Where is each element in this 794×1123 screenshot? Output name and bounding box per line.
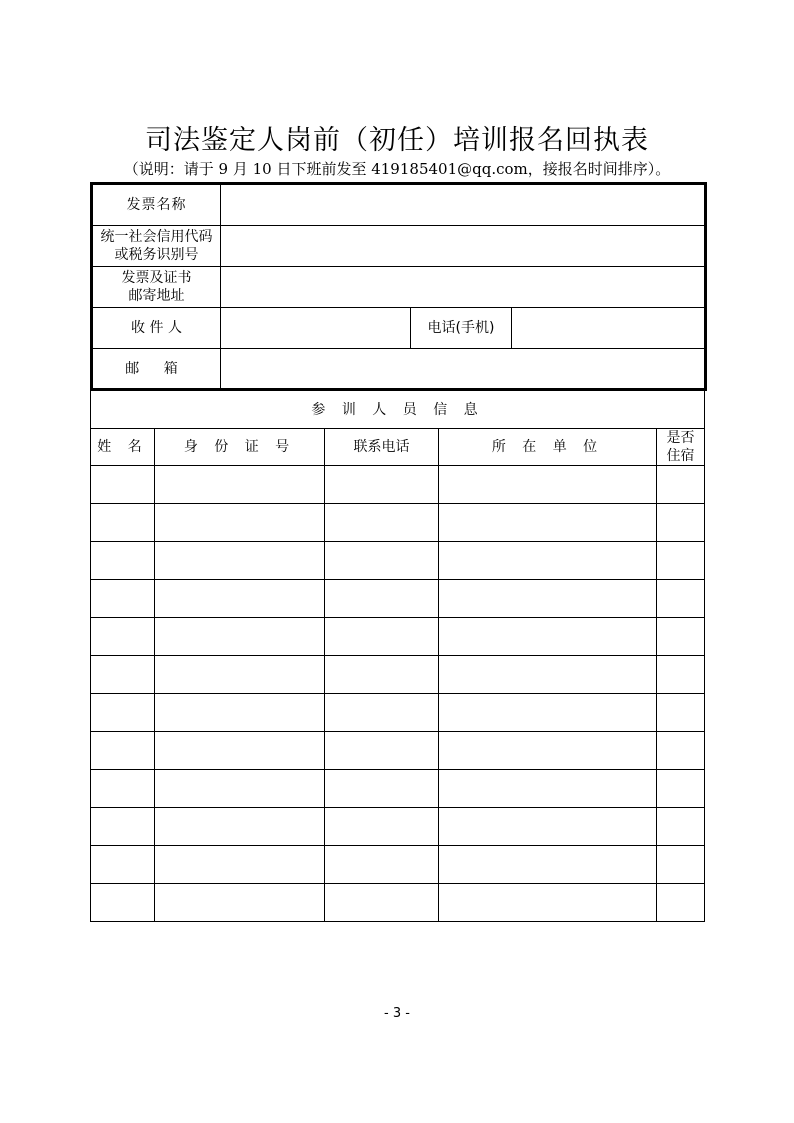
postcode-row (92, 349, 706, 390)
table-row (91, 808, 705, 846)
trainee-rows (91, 466, 705, 922)
col-header-phone: 联系电话 (325, 429, 439, 466)
table-row (91, 694, 705, 732)
cell-accommodation[interactable] (657, 808, 705, 846)
col-header-id-number: 身 份 证 号 (155, 429, 325, 466)
table-row (91, 846, 705, 884)
cell-id-number[interactable] (155, 694, 325, 732)
table-row (91, 732, 705, 770)
cell-phone[interactable] (325, 694, 439, 732)
cell-accommodation[interactable] (657, 694, 705, 732)
cell-accommodation[interactable] (657, 618, 705, 656)
invoice-name-label: 发票名称 (92, 184, 221, 226)
credit-code-label: 统一社会信用代码或税务识别号 (92, 226, 221, 267)
cell-employer[interactable] (439, 808, 657, 846)
cell-employer[interactable] (439, 732, 657, 770)
cell-name[interactable] (91, 542, 155, 580)
cell-phone[interactable] (325, 580, 439, 618)
cell-phone[interactable] (325, 618, 439, 656)
cell-name[interactable] (91, 504, 155, 542)
cell-phone[interactable] (325, 466, 439, 504)
cell-id-number[interactable] (155, 656, 325, 694)
credit-code-row (92, 226, 706, 267)
cell-accommodation[interactable] (657, 542, 705, 580)
cell-employer[interactable] (439, 656, 657, 694)
table-row (91, 770, 705, 808)
credit-code-field[interactable] (221, 226, 706, 267)
cell-accommodation[interactable] (657, 732, 705, 770)
cell-id-number[interactable] (155, 770, 325, 808)
cell-name[interactable] (91, 694, 155, 732)
trainee-section-row (91, 391, 705, 429)
table-row (91, 466, 705, 504)
postcode-label: 邮 箱 (92, 349, 221, 390)
cell-employer[interactable] (439, 694, 657, 732)
postcode-field[interactable] (221, 349, 706, 390)
trainee-section-title: 参 训 人 员 信 息 (91, 391, 705, 429)
mail-address-row (92, 267, 706, 308)
table-row (91, 656, 705, 694)
page-number: - 3 - (384, 1006, 410, 1021)
cell-name[interactable] (91, 884, 155, 922)
phone-label: 电话(手机) (411, 308, 512, 349)
trainee-header-row (91, 429, 705, 466)
cell-name[interactable] (91, 846, 155, 884)
cell-id-number[interactable] (155, 580, 325, 618)
cell-accommodation[interactable] (657, 580, 705, 618)
table-row (91, 580, 705, 618)
cell-employer[interactable] (439, 884, 657, 922)
table-row (91, 504, 705, 542)
cell-id-number[interactable] (155, 504, 325, 542)
cell-name[interactable] (91, 580, 155, 618)
recipient-row (92, 308, 706, 349)
cell-accommodation[interactable] (657, 884, 705, 922)
cell-phone[interactable] (325, 504, 439, 542)
invoice-name-field[interactable] (221, 184, 706, 226)
table-row (91, 618, 705, 656)
cell-accommodation[interactable] (657, 504, 705, 542)
col-header-accommodation: 是否住宿 (657, 429, 705, 466)
cell-id-number[interactable] (155, 846, 325, 884)
cell-phone[interactable] (325, 808, 439, 846)
cell-phone[interactable] (325, 770, 439, 808)
cell-accommodation[interactable] (657, 846, 705, 884)
cell-name[interactable] (91, 466, 155, 504)
cell-phone[interactable] (325, 846, 439, 884)
recipient-label: 收 件 人 (92, 308, 221, 349)
recipient-field[interactable] (221, 308, 411, 349)
cell-name[interactable] (91, 808, 155, 846)
cell-employer[interactable] (439, 504, 657, 542)
page-title: 司法鉴定人岗前（初任）培训报名回执表 (145, 125, 649, 156)
cell-phone[interactable] (325, 656, 439, 694)
cell-id-number[interactable] (155, 542, 325, 580)
cell-id-number[interactable] (155, 808, 325, 846)
instruction-note: （说明：请于 9 月 10 日下班前发至 419185401@qq.com，接报名时间排序）。 (123, 160, 671, 178)
cell-id-number[interactable] (155, 618, 325, 656)
cell-accommodation[interactable] (657, 770, 705, 808)
cell-id-number[interactable] (155, 732, 325, 770)
cell-employer[interactable] (439, 466, 657, 504)
cell-employer[interactable] (439, 770, 657, 808)
cell-employer[interactable] (439, 618, 657, 656)
phone-field[interactable] (512, 308, 706, 349)
col-header-employer: 所 在 单 位 (439, 429, 657, 466)
cell-employer[interactable] (439, 542, 657, 580)
mail-address-label: 发票及证书邮寄地址 (92, 267, 221, 308)
cell-name[interactable] (91, 732, 155, 770)
cell-phone[interactable] (325, 542, 439, 580)
cell-name[interactable] (91, 770, 155, 808)
trainee-table (90, 390, 705, 922)
table-row (91, 542, 705, 580)
cell-phone[interactable] (325, 732, 439, 770)
invoice-info-table (90, 182, 707, 391)
table-row (91, 884, 705, 922)
mail-address-field[interactable] (221, 267, 706, 308)
col-header-name: 姓 名 (91, 429, 155, 466)
cell-employer[interactable] (439, 846, 657, 884)
cell-id-number[interactable] (155, 884, 325, 922)
invoice-name-row (92, 184, 706, 226)
cell-accommodation[interactable] (657, 656, 705, 694)
cell-id-number[interactable] (155, 466, 325, 504)
cell-name[interactable] (91, 656, 155, 694)
cell-accommodation[interactable] (657, 466, 705, 504)
cell-employer[interactable] (439, 580, 657, 618)
cell-name[interactable] (91, 618, 155, 656)
cell-phone[interactable] (325, 884, 439, 922)
